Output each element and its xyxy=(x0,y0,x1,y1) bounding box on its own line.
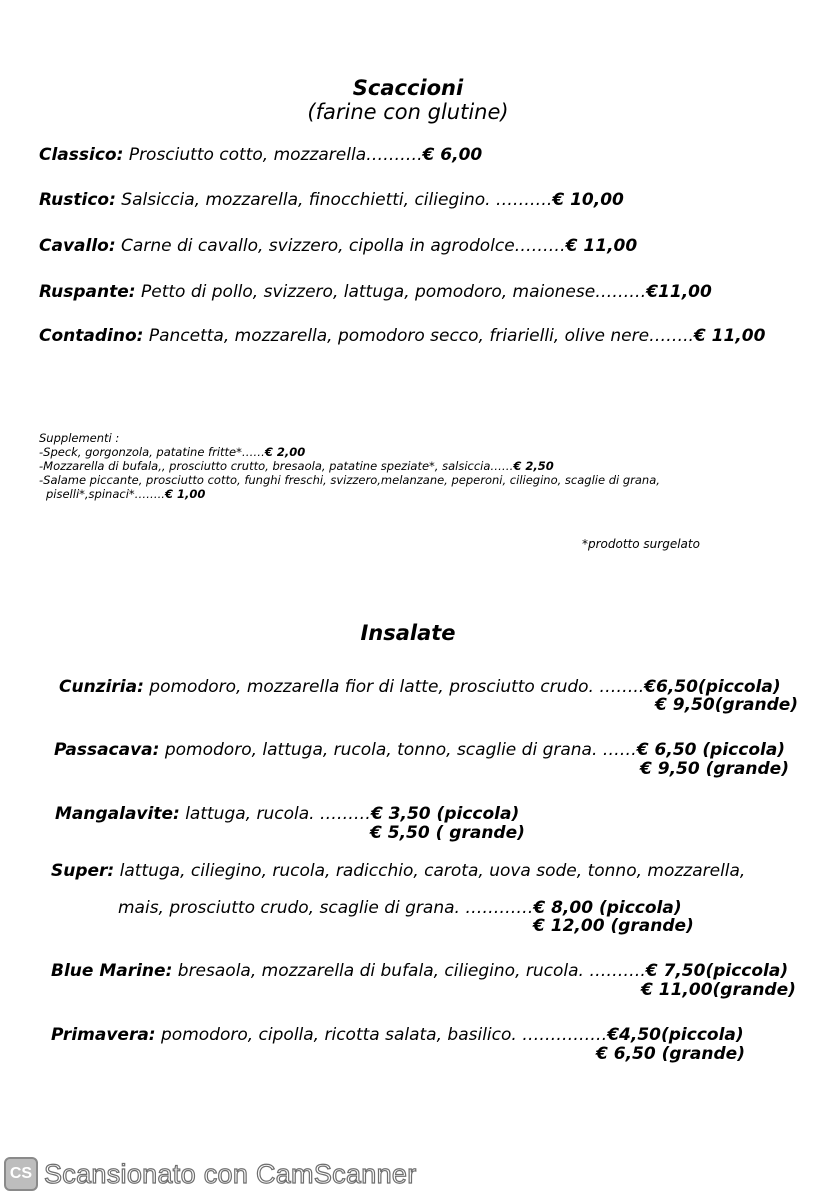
supplementi-heading: Supplementi : xyxy=(39,431,120,445)
supplementi-price: € 2,00 xyxy=(264,445,306,459)
supplementi-text: -Salame piccante, prosciutto cotto, funghi freschi, svizzero,melanzane, peperoni, ciliegino, scaglie di grana, xyxy=(39,473,660,487)
item-price: € 11,00 xyxy=(693,326,766,346)
menu-item-super xyxy=(51,861,745,881)
supplementi-price: € 1,00 xyxy=(164,487,206,501)
price-large: € 9,50 (grande) xyxy=(640,759,789,779)
item-name: Cavallo: xyxy=(39,236,116,256)
price-small: € 6,50 (piccola) xyxy=(636,740,786,760)
supplementi-line xyxy=(39,473,660,487)
price-small: € 7,50(piccola) xyxy=(645,961,789,981)
item-description: pomodoro, mozzarella fior di latte, prosciutto crudo. …….. xyxy=(149,677,645,697)
menu-item-cavallo xyxy=(39,236,637,256)
frozen-note: *prodotto surgelato xyxy=(582,537,700,551)
price-small: €6,50(piccola) xyxy=(644,677,781,697)
price-small: €4,50(piccola) xyxy=(607,1025,744,1045)
camscanner-text: Scansionato con CamScanner xyxy=(44,1158,417,1189)
menu-item-mangalavite xyxy=(55,804,519,824)
item-name: Cunziria: xyxy=(59,677,144,697)
item-description: bresaola, mozzarella di bufala, ciliegino, rucola. ………. xyxy=(177,961,646,981)
item-description: mais, prosciutto crudo, scaglie di grana. ………… xyxy=(118,898,534,918)
item-description: Carne di cavallo, svizzero, cipolla in agrodolce……… xyxy=(121,236,566,256)
camscanner-watermark xyxy=(4,1152,474,1196)
item-price: € 10,00 xyxy=(552,190,624,210)
item-description: pomodoro, cipolla, ricotta salata, basilico. …………… xyxy=(161,1025,608,1045)
item-description: Pancetta, mozzarella, pomodoro secco, friarielli, olive nere…….. xyxy=(148,326,694,346)
item-description: Petto di pollo, svizzero, lattuga, pomodoro, maionese……… xyxy=(141,282,647,302)
item-name: Ruspante: xyxy=(39,282,136,302)
price-large: € 11,00(grande) xyxy=(641,980,796,1000)
supplementi-text: piselli*,spinaci*…….. xyxy=(46,487,165,501)
item-name: Rustico: xyxy=(39,190,116,210)
supplementi-line xyxy=(46,487,205,501)
item-price: € 11,00 xyxy=(565,236,638,256)
item-name: Super: xyxy=(51,861,115,881)
menu-item-primavera xyxy=(51,1025,744,1045)
item-description: lattuga, ciliegino, rucola, radicchio, carota, uova sode, tonno, mozzarella, xyxy=(119,861,746,881)
supplementi-text: -Speck, gorgonzola, patatine fritte*…… xyxy=(39,445,265,459)
supplementi-line xyxy=(39,459,554,473)
item-description: Prosciutto cotto, mozzarella………. xyxy=(128,145,423,165)
scaccioni-title: Scaccioni xyxy=(352,76,464,100)
item-price: €11,00 xyxy=(646,282,712,302)
item-name: Contadino: xyxy=(39,326,144,346)
menu-item-classico xyxy=(39,145,482,165)
item-description: Salsiccia, mozzarella, finocchietti, ciliegino. ………. xyxy=(121,190,553,210)
price-large: € 9,50(grande) xyxy=(655,695,799,715)
camscanner-logo-icon: CS xyxy=(4,1157,38,1191)
menu-item-super-cont xyxy=(118,898,682,918)
menu-item-cunziria xyxy=(59,677,781,697)
menu-item-rustico xyxy=(39,190,624,210)
item-name: Blue Marine: xyxy=(51,961,173,981)
item-name: Mangalavite: xyxy=(55,804,180,824)
item-description: pomodoro, lattuga, rucola, tonno, scaglie di grana. …… xyxy=(164,740,637,760)
menu-item-contadino xyxy=(39,326,765,346)
price-small: € 8,00 (piccola) xyxy=(533,898,682,918)
price-small: € 3,50 (piccola) xyxy=(370,804,520,824)
item-name: Passacava: xyxy=(54,740,160,760)
item-name: Classico: xyxy=(39,145,124,165)
price-large: € 12,00 (grande) xyxy=(533,916,694,936)
supplementi-text: -Mozzarella di bufala,, prosciutto crutto, bresaola, patatine speziate*, salsiccia…… xyxy=(39,459,514,473)
price-large: € 5,50 ( grande) xyxy=(370,823,525,843)
supplementi-price: € 2,50 xyxy=(513,459,554,473)
menu-item-passacava xyxy=(54,740,785,760)
scaccioni-subtitle: (farine con glutine) xyxy=(307,100,509,124)
item-name: Primavera: xyxy=(51,1025,156,1045)
item-price: € 6,00 xyxy=(422,145,483,165)
price-large: € 6,50 (grande) xyxy=(596,1044,745,1064)
insalate-title: Insalate xyxy=(360,621,456,645)
menu-item-ruspante xyxy=(39,282,712,302)
supplementi-line xyxy=(39,445,305,459)
menu-item-blue-marine xyxy=(51,961,788,981)
item-description: lattuga, rucola. ……… xyxy=(185,804,371,824)
